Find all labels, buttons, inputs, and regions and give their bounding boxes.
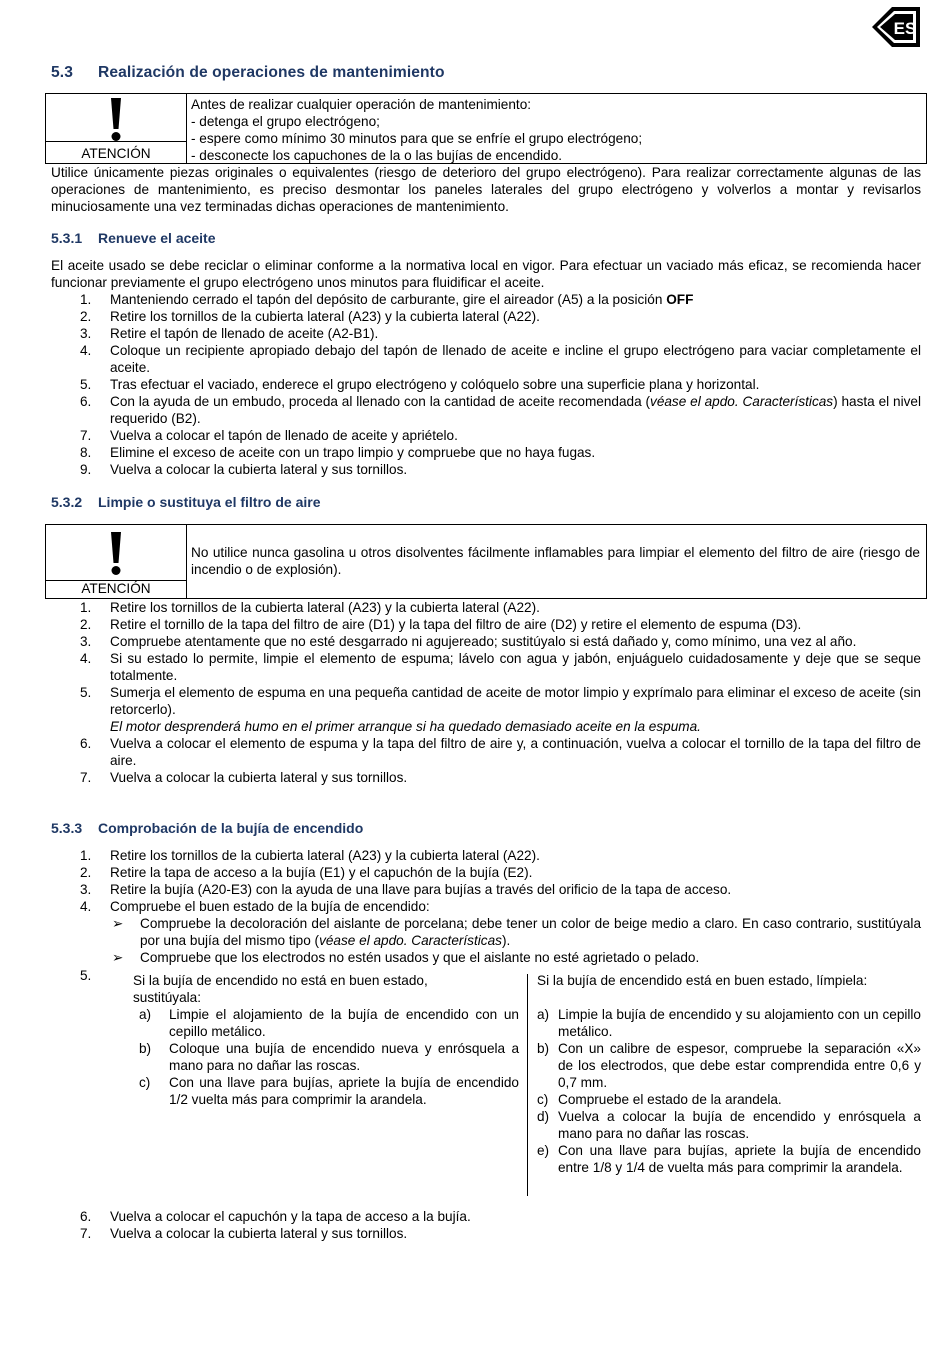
intro-paragraph: Utilice únicamente piezas originales o equivalentes (riesgo de deterioro del grupo electrógeno). Para realizar correctamente algunas de las operaciones de mantenimiento, es preciso desmontar los paneles laterales del grupo electrógeno y volverlos a montar y revisarlos minuciosamente una vez terminadas dichas operaciones de mantenimiento. bbox=[51, 165, 921, 214]
arrow-bullet-icon: ➢ bbox=[112, 916, 124, 931]
clean-steps bbox=[537, 1006, 921, 1176]
list-item: a) Limpie el alojamiento de la bujía de encendido con un cepillo metálico. bbox=[139, 1007, 519, 1039]
subsection-heading-spark-plug bbox=[51, 820, 363, 837]
list-item: 8. Elimine el exceso de aceite con un trapo limpio y compruebe que no haya fugas. bbox=[80, 445, 596, 460]
list-item: 1. Manteniendo cerrado el tapón del depósito de carburante, gire el aireador (A5) a la posición OFF bbox=[80, 292, 694, 307]
list-item: 1. Retire los tornillos de la cubierta lateral (A23) y la cubierta lateral (A22). bbox=[80, 848, 540, 863]
list-item: a) Limpie la bujía de encendido y su alojamiento con un cepillo metálico. bbox=[537, 1007, 921, 1039]
list-item: c) Compruebe el estado de la arandela. bbox=[537, 1092, 782, 1107]
warning-text bbox=[187, 94, 926, 163]
column-divider bbox=[527, 974, 528, 1196]
warning-line: No utilice nunca gasolina u otros disolventes fácilmente inflamables para limpiar el elemento del filtro de aire (riesgo de incendio o de explosión). bbox=[191, 545, 920, 577]
list-item: 4. Si su estado lo permite, limpie el elemento de espuma; lávelo con agua y jabón, enjuáguelo cuidadosamente y deje que se seque totalmente. bbox=[80, 651, 921, 683]
bullet-item: ➢ Compruebe que los electrodos no estén usados y que el aislante no esté agrietado o pelado. bbox=[112, 950, 700, 965]
list-item: 4. Coloque un recipiente apropiado debajo del tapón de llenado de aceite e incline el grupo electrógeno para vaciar completamente el aceite. bbox=[80, 343, 921, 375]
exclamation-icon bbox=[109, 529, 123, 577]
spark-plug-final-steps bbox=[51, 1208, 921, 1242]
subsection-heading-oil bbox=[51, 230, 216, 247]
replace-steps bbox=[133, 1006, 519, 1108]
warning-rule bbox=[46, 141, 186, 142]
list-item: 2. Retire los tornillos de la cubierta lateral (A23) y la cubierta lateral (A22). bbox=[80, 309, 540, 324]
bullet-item: ➢ Compruebe la decoloración del aislante de porcelana; debe tener un color de beige medio a claro. En caso contrario, sustitúyala por una bujía del mismo tipo (véase el apdo. Características). bbox=[112, 916, 921, 948]
warning-box bbox=[45, 93, 927, 164]
subsection-number: 5.3.1 bbox=[51, 230, 83, 246]
clean-column bbox=[537, 972, 921, 1176]
list-item: d) Vuelva a colocar la bujía de encendido y enrósquela a mano para no dañar las roscas. bbox=[537, 1109, 921, 1141]
oil-intro: El aceite usado se debe reciclar o eliminar conforme a la normativa local en vigor. Para efectuar un vaciado más eficaz, se recomienda hacer funcionar previamente el grupo electrógeno unos minutos para fluidificar el aceite. bbox=[51, 258, 921, 290]
warning-icon-cell bbox=[46, 94, 187, 163]
step-number: 5. bbox=[80, 968, 92, 983]
warning-label: ATENCIÓN bbox=[81, 146, 151, 161]
subsection-title: Comprobación de la bujía de encendido bbox=[98, 820, 364, 836]
subsection-number: 5.3.2 bbox=[51, 494, 83, 510]
subsection-title: Renueve el aceite bbox=[98, 230, 216, 246]
list-item: 9. Vuelva a colocar la cubierta lateral y sus tornillos. bbox=[80, 462, 408, 477]
warning-icon-cell bbox=[46, 525, 187, 598]
list-item: 6. Vuelva a colocar el elemento de espuma y la tapa del filtro de aire y, a continuación, vuelva a colocar el tornillo de la tapa del filtro de aire. bbox=[80, 736, 921, 768]
language-badge-label: ES bbox=[893, 19, 917, 38]
list-item: 4. Compruebe el buen estado de la bujía de encendido: ➢ Compruebe la decoloración del aislante de porcelana; debe tener un color de beige medio a claro. En caso contrario, sustitúyala por una bujía del mismo tipo (véase el apdo. Características). ➢ Compruebe que los electrodos no estén usados y que el aislante no esté agrietado o pelado. bbox=[80, 899, 921, 965]
warning-line: Antes de realizar cualquier operación de mantenimiento: bbox=[191, 97, 532, 112]
exclamation-icon bbox=[109, 96, 123, 142]
column-heading: Si la bujía de encendido está en buen estado, límpiela: bbox=[537, 973, 868, 988]
note: El motor desprenderá humo en el primer arranque si ha quedado demasiado aceite en la espuma. bbox=[110, 719, 701, 734]
list-item: c) Con una llave para bujías, apriete la bujía de encendido 1/2 vuelta más para comprimir la arandela. bbox=[139, 1075, 519, 1107]
replace-column bbox=[133, 972, 519, 1108]
list-item: 2. Retire el tornillo de la tapa del filtro de aire (D1) y la tapa del filtro de aire (D2) y retire el elemento de espuma (D3). bbox=[80, 617, 802, 632]
off-label: OFF bbox=[666, 292, 694, 307]
language-badge-icon bbox=[870, 3, 924, 51]
list-item: e) Con una llave para bujías, apriete la bujía de encendido entre 1/8 y 1/4 de vuelta más para comprimir la arandela. bbox=[537, 1143, 921, 1175]
subsection-heading-air-filter bbox=[51, 494, 321, 511]
spark-plug-steps bbox=[51, 847, 921, 966]
column-heading: Si la bujía de encendido no está en buen estado, sustitúyala: bbox=[133, 973, 428, 1005]
subsection-number: 5.3.3 bbox=[51, 820, 83, 836]
warning-text bbox=[187, 525, 926, 598]
warning-line: - detenga el grupo electrógeno; bbox=[191, 114, 380, 129]
list-item: 1. Retire los tornillos de la cubierta lateral (A23) y la cubierta lateral (A22). bbox=[80, 600, 540, 615]
warning-label: ATENCIÓN bbox=[81, 581, 151, 596]
list-item: 3. Retire el tapón de llenado de aceite (A2-B1). bbox=[80, 326, 379, 341]
air-filter-steps bbox=[51, 599, 921, 786]
warning-line: - desconecte los capuchones de la o las bujías de encendido. bbox=[191, 148, 563, 163]
section-heading bbox=[51, 64, 445, 81]
section-number: 5.3 bbox=[51, 64, 73, 81]
list-item: 6. Con la ayuda de un embudo, proceda al llenado con la cantidad de aceite recomendada (véase el apdo. Características) hasta el nivel requerido (B2). bbox=[80, 394, 921, 426]
list-item: b) Con un calibre de espesor, compruebe la separación «X» de los electrodos, que debe estar comprendida entre 0,6 y 0,7 mm. bbox=[537, 1041, 921, 1090]
list-item: 5. Sumerja el elemento de espuma en una pequeña cantidad de aceite de motor limpio y exprímalo para eliminar el exceso de aceite (sin retorcerlo). El motor desprenderá humo en el primer arranque si ha quedado demasiado aceite en la espuma. bbox=[80, 685, 921, 734]
list-item: 6. Vuelva a colocar el capuchón y la tapa de acceso a la bujía. bbox=[80, 1209, 471, 1224]
warning-line: - espere como mínimo 30 minutos para que se enfríe el grupo electrógeno; bbox=[191, 131, 643, 146]
arrow-bullet-icon: ➢ bbox=[112, 950, 124, 965]
subsection-title: Limpie o sustituya el filtro de aire bbox=[98, 494, 321, 510]
spark-plug-columns bbox=[51, 968, 921, 1197]
list-item: 3. Compruebe atentamente que no esté desgarrado ni agujereado; sustitúyalo si está dañado y, como mínimo, una vez al año. bbox=[80, 634, 857, 649]
list-item: 7. Vuelva a colocar la cubierta lateral y sus tornillos. bbox=[80, 1226, 408, 1241]
oil-steps bbox=[51, 291, 921, 478]
list-item: 7. Vuelva a colocar el tapón de llenado de aceite y apriételo. bbox=[80, 428, 458, 443]
list-item: 3. Retire la bujía (A20-E3) con la ayuda de una llave para bujías a través del orificio de la tapa de acceso. bbox=[80, 882, 732, 897]
list-item: b) Coloque una bujía de encendido nueva y enrósquela a mano para no dañar las roscas. bbox=[139, 1041, 519, 1073]
list-item: 2. Retire la tapa de acceso a la bujía (E1) y el capuchón de la bujía (E2). bbox=[80, 865, 533, 880]
list-item: 5. Tras efectuar el vaciado, enderece el grupo electrógeno y colóquelo sobre una superficie plana y horizontal. bbox=[80, 377, 760, 392]
check-bullets bbox=[110, 915, 921, 966]
warning-box bbox=[45, 524, 927, 599]
section-title: Realización de operaciones de mantenimiento bbox=[98, 64, 445, 81]
list-item: 7. Vuelva a colocar la cubierta lateral y sus tornillos. bbox=[80, 770, 408, 785]
